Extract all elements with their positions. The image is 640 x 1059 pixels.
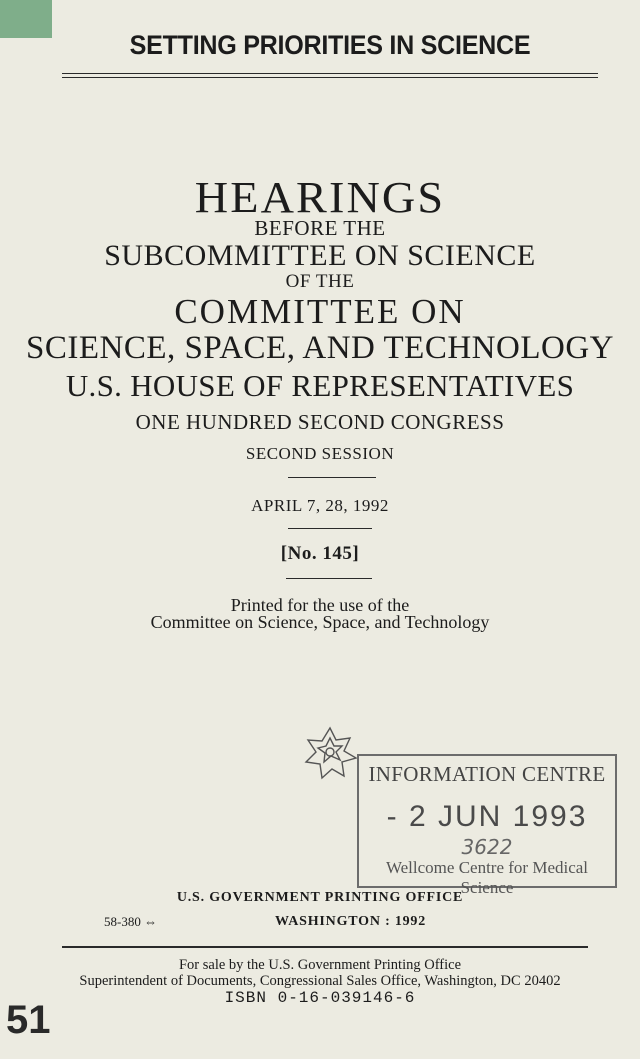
subcommittee-name: SUBCOMMITTEE ON SCIENCE <box>104 239 536 272</box>
hearing-number: [No. 145] <box>280 543 360 564</box>
committee-name: SCIENCE, SPACE, AND TECHNOLOGY <box>26 330 614 366</box>
sale-divider-rule <box>62 946 588 948</box>
printed-for-line: Printed for the use of the <box>230 595 410 615</box>
divider-rule <box>286 578 372 579</box>
title-double-rule <box>62 73 598 78</box>
sale-line-2: Superintendent of Documents, Congressional Sales Office, Washington, DC 20402 <box>79 973 561 989</box>
committee-on-text: COMMITTEE ON <box>174 292 466 331</box>
congress-text: ONE HUNDRED SECOND CONGRESS <box>135 410 505 434</box>
printed-committee-line: Committee on Science, Space, and Technology <box>150 612 490 632</box>
hearing-dates: APRIL 7, 28, 1992 <box>251 496 389 515</box>
page-number: 51 <box>6 998 51 1042</box>
job-number: 58-380 ⇔ <box>104 914 158 929</box>
divider-rule <box>288 528 372 529</box>
before-the-text: BEFORE THE <box>254 216 386 240</box>
of-the-text: OF THE <box>285 271 355 292</box>
stamp-institution: INFORMATION CENTRE <box>368 762 606 786</box>
library-stamp <box>357 754 617 897</box>
hearings-heading: HEARINGS <box>194 173 446 222</box>
place-and-year: WASHINGTON : 1992 <box>275 914 427 929</box>
session-text: SECOND SESSION <box>245 444 395 463</box>
isbn: ISBN 0-16-039146-6 <box>224 989 416 1007</box>
sale-line-1: For sale by the U.S. Government Printing Office <box>178 957 462 973</box>
stamp-centre-name: Wellcome Centre for Medical Science <box>385 858 589 897</box>
printing-office: U.S. GOVERNMENT PRINTING OFFICE <box>176 890 464 905</box>
stamp-date: - 2 JUN 1993 <box>386 800 588 833</box>
stamp-handwritten-number: 3622 <box>461 835 513 859</box>
house-name: U.S. HOUSE OF REPRESENTATIVES <box>65 368 575 403</box>
seal-emblem-icon <box>300 724 360 782</box>
divider-rule <box>288 477 376 478</box>
document-series-title: SETTING PRIORITIES IN SCIENCE <box>129 30 531 60</box>
